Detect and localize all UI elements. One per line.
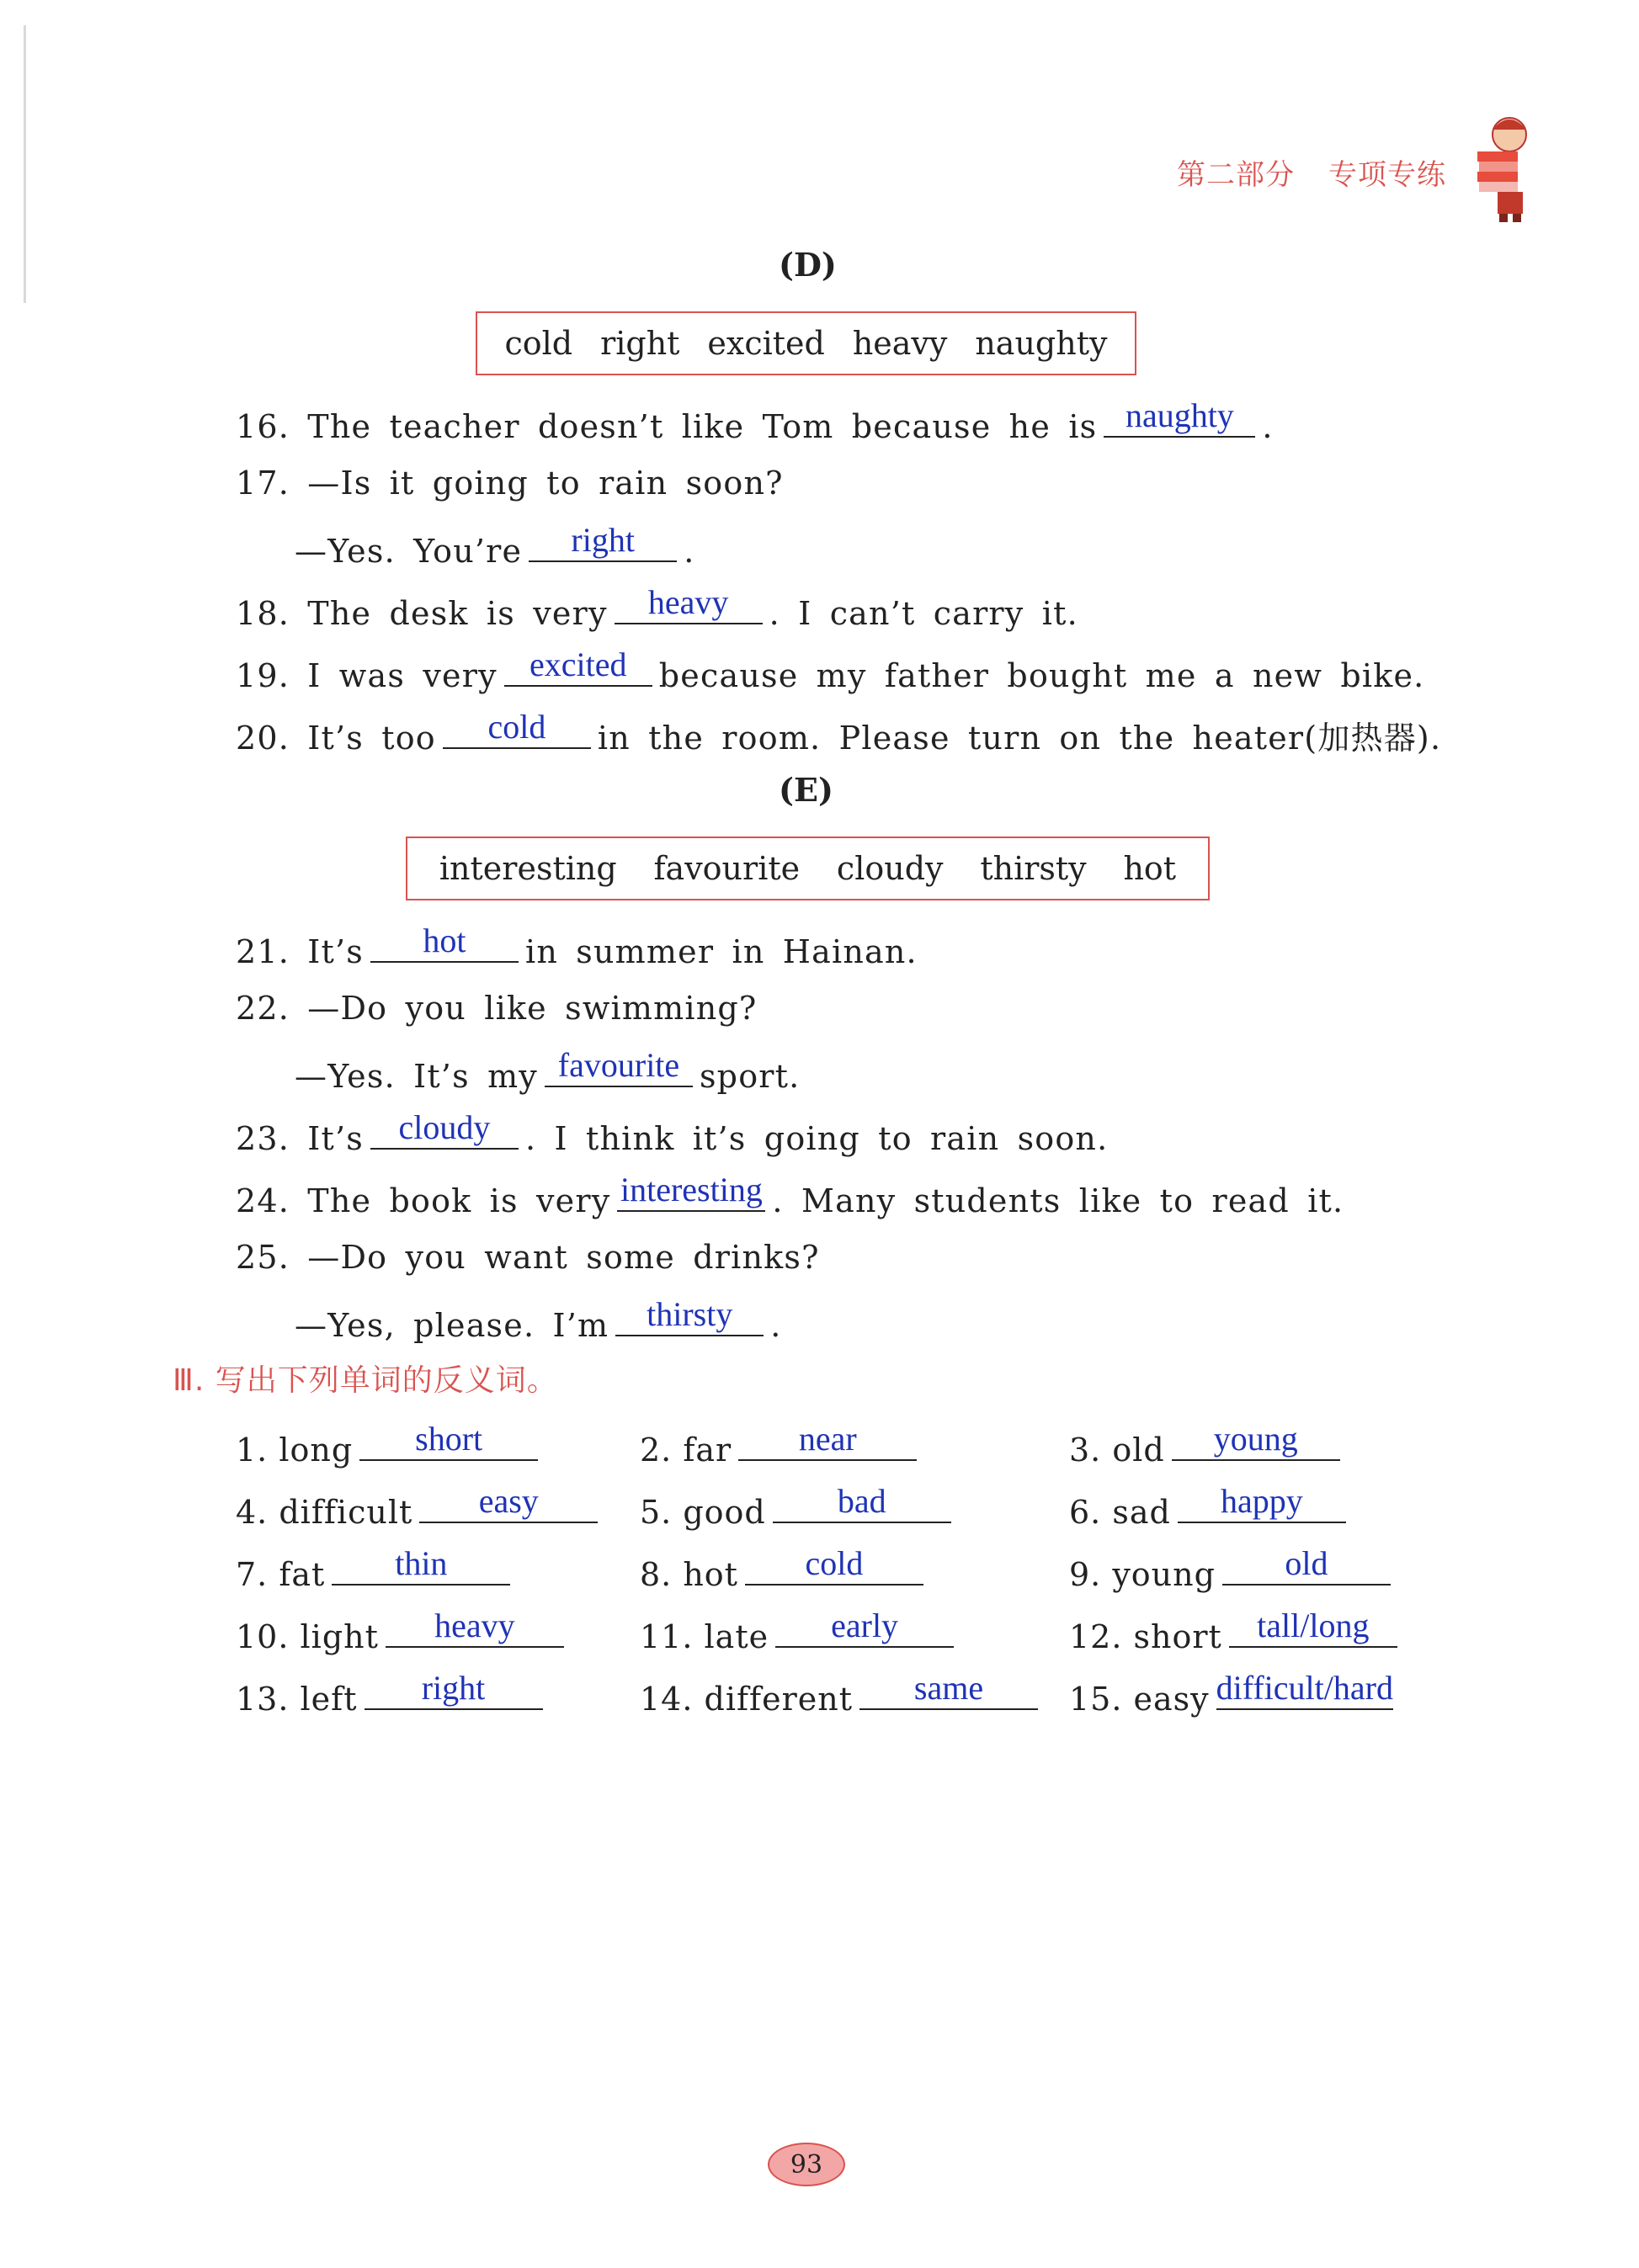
antonym-item bbox=[1069, 1481, 1353, 1532]
answer-text: early bbox=[831, 1607, 899, 1644]
question-text: sport. bbox=[699, 1058, 801, 1095]
question-20 bbox=[236, 707, 1441, 757]
answer-text: tall/long bbox=[1257, 1607, 1370, 1644]
antonym-item bbox=[640, 1419, 923, 1469]
answer-text: cold bbox=[805, 1544, 864, 1582]
answer-blank bbox=[443, 707, 591, 749]
question-text: —Yes. You’re bbox=[295, 533, 523, 570]
question-text: . bbox=[770, 1307, 782, 1344]
antonym-item bbox=[1069, 1543, 1397, 1594]
antonym-item bbox=[640, 1668, 1045, 1718]
answer-text: naughty bbox=[1125, 396, 1234, 434]
question-text: 16. The teacher doesn’t like Tom because he is bbox=[236, 408, 1098, 445]
answer-blank bbox=[1216, 1668, 1393, 1710]
answer-text: bad bbox=[837, 1482, 886, 1520]
antonym-item bbox=[1069, 1668, 1400, 1718]
answer-text: happy bbox=[1220, 1482, 1303, 1520]
question-text: 17. —Is it going to rain soon? bbox=[236, 465, 784, 502]
word-bank-item: heavy bbox=[852, 325, 948, 362]
antonym-word: 3. old bbox=[1069, 1431, 1165, 1469]
answer-text: right bbox=[571, 521, 635, 559]
answer-text: same bbox=[913, 1669, 984, 1707]
question-23 bbox=[236, 1107, 1108, 1158]
answer-text: heavy bbox=[647, 583, 729, 621]
word-bank-item: interesting bbox=[439, 850, 617, 887]
antonym-word: 9. young bbox=[1069, 1556, 1216, 1593]
answer-text: favourite bbox=[557, 1046, 680, 1084]
word-bank-item: right bbox=[600, 325, 680, 362]
answer-blank bbox=[1172, 1419, 1340, 1461]
antonym-word: 7. fat bbox=[236, 1556, 326, 1593]
antonym-word: 6. sad bbox=[1069, 1494, 1171, 1531]
antonym-item bbox=[236, 1419, 545, 1469]
answer-blank bbox=[773, 1481, 951, 1523]
margin-line bbox=[24, 25, 26, 303]
antonym-item bbox=[640, 1543, 930, 1594]
question-text: 23. It’s bbox=[236, 1120, 364, 1157]
answer-text: right bbox=[421, 1669, 486, 1707]
antonym-item bbox=[1069, 1419, 1347, 1469]
answer-blank bbox=[529, 520, 677, 562]
question-17-prompt bbox=[236, 458, 784, 508]
question-text: . I think it’s going to rain soon. bbox=[524, 1120, 1109, 1157]
answer-text: short bbox=[415, 1420, 483, 1458]
answer-blank bbox=[370, 1107, 519, 1150]
question-17-response bbox=[295, 520, 694, 571]
answer-blank bbox=[615, 582, 763, 624]
answer-text: heavy bbox=[434, 1607, 515, 1644]
question-text: in summer in Hainan. bbox=[524, 933, 918, 970]
question-text: 18. The desk is very bbox=[236, 595, 608, 632]
answer-blank bbox=[359, 1419, 538, 1461]
section-d-word-box bbox=[476, 311, 1136, 375]
answer-blank bbox=[615, 1294, 764, 1336]
word-bank-item: cold bbox=[504, 325, 573, 362]
answer-text: old bbox=[1285, 1544, 1328, 1582]
question-18 bbox=[236, 582, 1078, 633]
answer-blank bbox=[504, 645, 652, 687]
antonym-word: 5. good bbox=[640, 1494, 766, 1531]
antonym-word: 13. left bbox=[236, 1681, 358, 1718]
answer-blank bbox=[419, 1481, 598, 1523]
antonym-item bbox=[236, 1543, 517, 1594]
word-bank-item: thirsty bbox=[980, 850, 1087, 887]
word-bank-item: favourite bbox=[653, 850, 801, 887]
question-22-response bbox=[295, 1045, 800, 1096]
question-22-prompt bbox=[236, 983, 758, 1033]
question-text: —Yes. It’s my bbox=[295, 1058, 538, 1095]
question-text: . Many students like to read it. bbox=[772, 1182, 1344, 1219]
question-text: 24. The book is very bbox=[236, 1182, 611, 1219]
page-number-badge bbox=[768, 2143, 845, 2186]
answer-blank bbox=[545, 1045, 693, 1087]
mascot-kid-icon bbox=[1461, 109, 1545, 227]
word-bank-item: excited bbox=[707, 325, 825, 362]
section-e-title: (E) bbox=[779, 771, 833, 809]
question-text: 25. —Do you want some drinks? bbox=[236, 1239, 820, 1276]
question-text: 20. It’s too bbox=[236, 720, 436, 757]
question-text: . bbox=[684, 533, 695, 570]
answer-text: interesting bbox=[620, 1171, 763, 1208]
answer-blank bbox=[775, 1606, 954, 1648]
antonym-word: 2. far bbox=[640, 1431, 732, 1469]
question-19 bbox=[236, 645, 1424, 695]
antonym-item bbox=[1069, 1606, 1404, 1656]
answer-text: cold bbox=[487, 708, 546, 746]
answer-text: easy bbox=[478, 1482, 539, 1520]
antonym-word: 11. late bbox=[640, 1618, 769, 1655]
question-text: 21. It’s bbox=[236, 933, 364, 970]
answer-text: difficult/hard bbox=[1216, 1669, 1393, 1707]
question-25-response bbox=[295, 1294, 782, 1345]
question-24 bbox=[236, 1170, 1344, 1220]
answer-blank bbox=[1178, 1481, 1346, 1523]
question-text: . bbox=[1262, 408, 1274, 445]
question-text: because my father bought me a new bike. bbox=[658, 657, 1425, 694]
question-21 bbox=[236, 921, 918, 971]
question-text: in the room. Please turn on the heater(加热器). bbox=[597, 720, 1442, 757]
answer-text: cloudy bbox=[398, 1108, 491, 1146]
answer-blank bbox=[745, 1543, 923, 1585]
word-bank-item: cloudy bbox=[836, 850, 944, 887]
answer-blank bbox=[365, 1668, 543, 1710]
answer-text: hot bbox=[423, 922, 466, 959]
question-text: 19. I was very bbox=[236, 657, 498, 694]
header-section: 专项专练 bbox=[1328, 158, 1446, 192]
section-d-title: (D) bbox=[779, 246, 837, 284]
question-text: —Yes, please. I’m bbox=[295, 1307, 609, 1344]
antonym-item bbox=[640, 1606, 961, 1656]
question-text: 22. —Do you like swimming? bbox=[236, 990, 758, 1027]
antonym-word: 15. easy bbox=[1069, 1681, 1210, 1718]
header-part: 第二部分 bbox=[1177, 158, 1295, 192]
answer-text: near bbox=[798, 1420, 857, 1458]
antonym-word: 8. hot bbox=[640, 1556, 738, 1593]
antonym-word: 10. light bbox=[236, 1618, 379, 1655]
antonym-word: 14. different bbox=[640, 1681, 854, 1718]
answer-text: excited bbox=[529, 645, 627, 683]
antonym-item bbox=[236, 1606, 571, 1656]
antonym-item bbox=[640, 1481, 958, 1532]
answer-blank bbox=[1104, 396, 1255, 438]
answer-blank bbox=[738, 1419, 917, 1461]
page-number: 93 bbox=[790, 2149, 823, 2180]
answer-blank bbox=[617, 1170, 765, 1212]
question-25-prompt bbox=[236, 1232, 820, 1283]
answer-blank bbox=[386, 1606, 564, 1648]
answer-blank bbox=[1222, 1543, 1391, 1585]
answer-text: thirsty bbox=[647, 1295, 733, 1333]
word-bank-item: naughty bbox=[975, 325, 1108, 362]
answer-blank bbox=[370, 921, 519, 963]
antonym-item bbox=[236, 1668, 550, 1718]
antonym-item bbox=[236, 1481, 604, 1532]
question-text: . I can’t carry it. bbox=[769, 595, 1078, 632]
part3-title: Ⅲ. 写出下列单词的反义词。 bbox=[173, 1363, 558, 1398]
answer-blank bbox=[1229, 1606, 1397, 1648]
answer-blank bbox=[859, 1668, 1038, 1710]
answer-text: thin bbox=[395, 1544, 448, 1582]
antonym-word: 4. difficult bbox=[236, 1494, 413, 1531]
antonym-word: 1. long bbox=[236, 1431, 354, 1469]
question-16 bbox=[236, 396, 1274, 446]
antonym-word: 12. short bbox=[1069, 1618, 1222, 1655]
section-e-word-box bbox=[406, 837, 1210, 900]
word-bank-item: hot bbox=[1123, 850, 1177, 887]
answer-text: young bbox=[1213, 1420, 1298, 1458]
answer-blank bbox=[332, 1543, 510, 1585]
